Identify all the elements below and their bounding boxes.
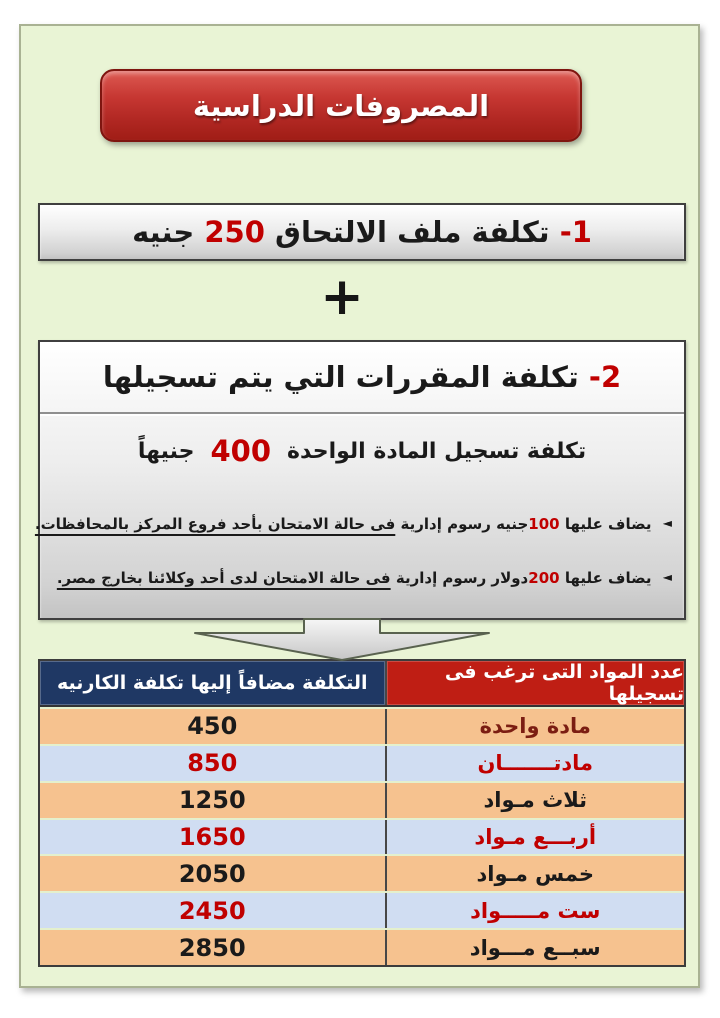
note-item bbox=[34, 510, 672, 537]
note-lead: يضاف عليها bbox=[564, 569, 652, 587]
cost-cell: 2450 bbox=[178, 896, 246, 925]
cost-cell: 1650 bbox=[178, 823, 246, 851]
page-panel bbox=[19, 24, 700, 988]
subjects-cell: مادة واحدة bbox=[385, 709, 684, 744]
table-row bbox=[40, 891, 684, 928]
table-row bbox=[40, 744, 684, 781]
banner-title: المصروفات الدراسية bbox=[192, 88, 490, 123]
subjects-cell: خمس مـواد bbox=[385, 856, 684, 891]
unit-cost-label: تكلفة تسجيل المادة الواحدة bbox=[287, 438, 587, 464]
plus-sign: + bbox=[320, 267, 364, 327]
table-row bbox=[40, 854, 684, 891]
note-amount: 100 bbox=[528, 515, 560, 533]
note-lead: يضاف عليها bbox=[564, 515, 652, 533]
table-row bbox=[40, 707, 684, 744]
table-row bbox=[40, 818, 684, 855]
section2-title-bar bbox=[40, 342, 684, 414]
fees-banner bbox=[100, 69, 582, 142]
section1-label: تكلفة ملف الالتحاق bbox=[275, 215, 550, 249]
table-row bbox=[40, 781, 684, 818]
note-amount: 200 bbox=[528, 569, 560, 587]
fees-table bbox=[38, 659, 686, 967]
section2-title: تكلفة المقررات التي يتم تسجيلها bbox=[102, 360, 579, 394]
note-body: جنيه رسوم إدارية bbox=[400, 515, 529, 533]
table-header-row bbox=[40, 661, 684, 707]
down-arrow-icon bbox=[192, 618, 492, 662]
unit-cost-value: 400 bbox=[210, 434, 272, 468]
subjects-cell: مادتـــــــان bbox=[385, 746, 684, 781]
note-underlined: فى حالة الامتحان لدى أحد وكلائنا بخارج مصر. bbox=[56, 569, 391, 587]
section1-line bbox=[132, 215, 592, 249]
note-body: دولار رسوم إدارية bbox=[395, 569, 529, 587]
section1-unit: جنيه bbox=[132, 215, 195, 249]
subjects-cell: ست مـــــواد bbox=[385, 893, 684, 928]
cost-cell: 1250 bbox=[178, 786, 246, 815]
cost-cell: 2050 bbox=[178, 859, 246, 888]
section1-amount: 250 bbox=[204, 215, 265, 249]
note-item bbox=[48, 564, 672, 591]
header-subjects-cell: عدد المواد التى ترغب فى تسجيلها bbox=[385, 661, 684, 705]
section1-number: 1- bbox=[559, 215, 592, 249]
table-row bbox=[40, 928, 684, 965]
section1-box bbox=[38, 203, 686, 261]
header-cost-cell: التكلفة مضافاً إليها تكلفة الكارنيه bbox=[40, 661, 385, 705]
cost-cell: 850 bbox=[187, 749, 238, 778]
subjects-cell: سبــع مـــواد bbox=[385, 930, 684, 965]
subjects-cell: أربـــع مـواد bbox=[385, 820, 684, 855]
unit-cost-line bbox=[40, 426, 684, 476]
left-triangle-bullet-icon: ◄ bbox=[662, 570, 672, 584]
cost-cell: 450 bbox=[187, 712, 238, 741]
cost-cell: 2850 bbox=[178, 933, 246, 962]
section2-box bbox=[34, 340, 686, 620]
note-underlined: فى حالة الامتحان بأحد فروع المركز بالمحافظات. bbox=[34, 515, 396, 533]
left-triangle-bullet-icon: ◄ bbox=[662, 516, 672, 530]
unit-cost-unit: جنيهاً bbox=[137, 438, 195, 464]
section2-number: 2- bbox=[588, 360, 622, 394]
subjects-cell: ثلاث مـواد bbox=[385, 783, 684, 818]
